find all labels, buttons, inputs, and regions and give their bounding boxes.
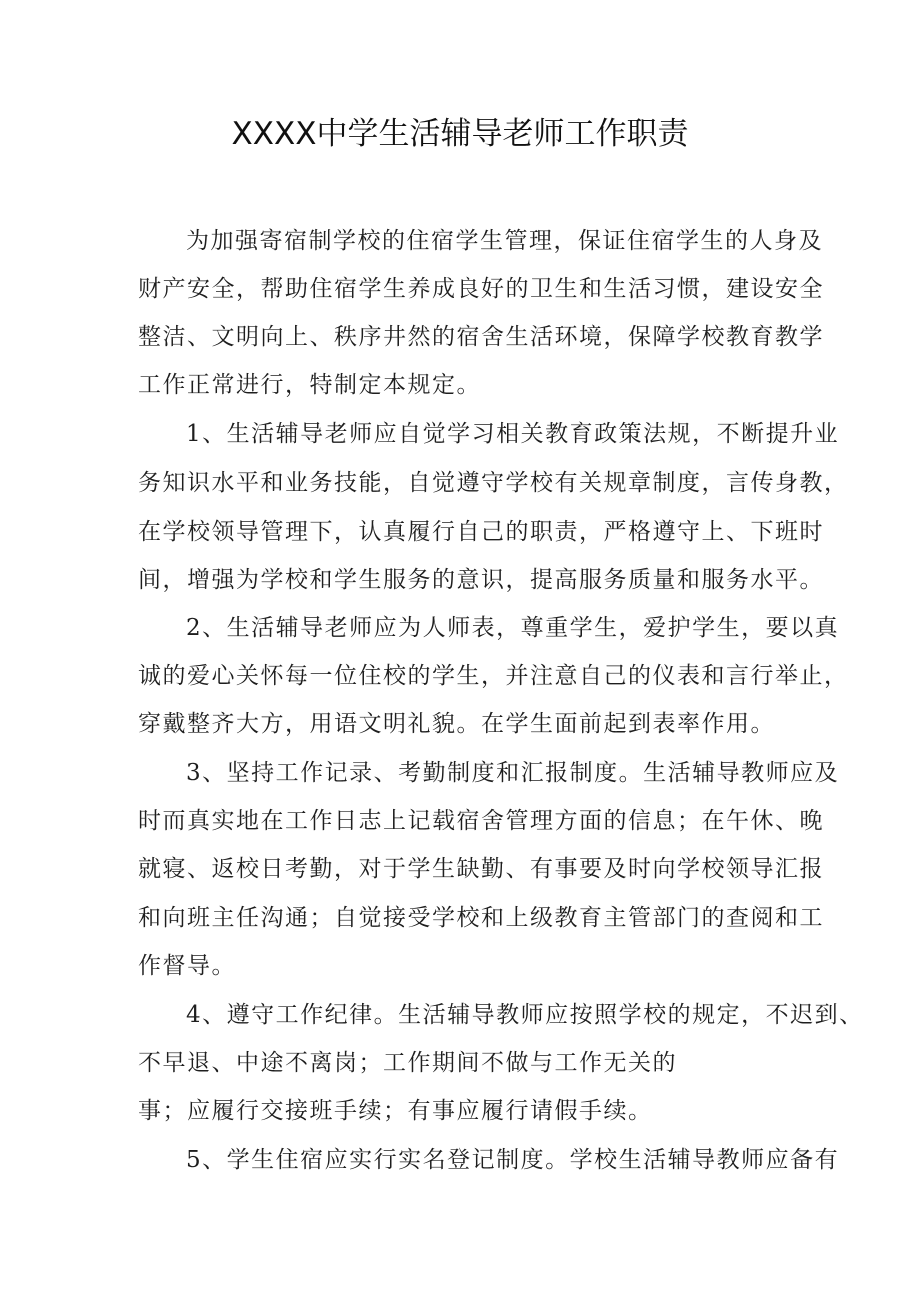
paragraph-item-1-line: 1、生活辅导老师应自觉学习相关教育政策法规，不断提升业 <box>186 421 840 447</box>
paragraph-item-1-line: 务知识水平和业务技能，自觉遵守学校有关规章制度，言传身教， <box>138 470 849 496</box>
paragraph-item-3-line: 作督导。 <box>138 953 236 979</box>
paragraph-intro-line: 为加强寄宿制学校的住宿学生管理，保证住宿学生的人身及 <box>186 228 823 254</box>
paragraph-item-3-line: 时而真实地在工作日志上记载宿舍管理方面的信息；在午休、晚 <box>138 808 824 834</box>
paragraph-item-2-line: 2、生活辅导老师应为人师表，尊重学生，爱护学生，要以真 <box>186 615 840 641</box>
paragraph-item-3-line: 3、坚持工作记录、考勤制度和汇报制度。生活辅导教师应及 <box>186 760 840 786</box>
paragraph-item-4-line: 不早退、中途不离岗；工作期间不做与工作无关的 <box>138 1050 677 1076</box>
paragraph-intro-line: 工作正常进行，特制定本规定。 <box>138 372 481 398</box>
paragraph-intro-line: 财产安全，帮助住宿学生养成良好的卫生和生活习惯，建设安全 <box>138 276 824 302</box>
paragraph-item-3-line: 和向班主任沟通；自觉接受学校和上级教育主管部门的查阅和工 <box>138 905 824 931</box>
paragraph-item-5-line: 5、学生住宿应实行实名登记制度。学校生活辅导教师应备有 <box>186 1147 840 1173</box>
document-title: XXXX中学生活辅导老师工作职责 <box>231 116 689 152</box>
paragraph-item-2-line: 诚的爱心关怀每一位住校的学生，并注意自己的仪表和言行举止， <box>138 663 849 689</box>
paragraph-item-3-line: 就寝、返校日考勤，对于学生缺勤、有事要及时向学校领导汇报 <box>138 856 824 882</box>
paragraph-item-1-line: 间，增强为学校和学生服务的意识，提高服务质量和服务水平。 <box>138 567 824 593</box>
paragraph-item-4-line: 事；应履行交接班手续；有事应履行请假手续。 <box>138 1098 653 1124</box>
paragraph-item-2-line: 穿戴整齐大方，用语文明礼貌。在学生面前起到表率作用。 <box>138 711 775 737</box>
paragraph-item-1-line: 在学校领导管理下，认真履行自己的职责，严格遵守上、下班时 <box>138 519 824 545</box>
paragraph-item-4-line: 4、遵守工作纪律。生活辅导教师应按照学校的规定，不迟到、 <box>186 1002 864 1028</box>
paragraph-intro-line: 整洁、文明向上、秩序井然的宿舍生活环境，保障学校教育教学 <box>138 324 824 350</box>
